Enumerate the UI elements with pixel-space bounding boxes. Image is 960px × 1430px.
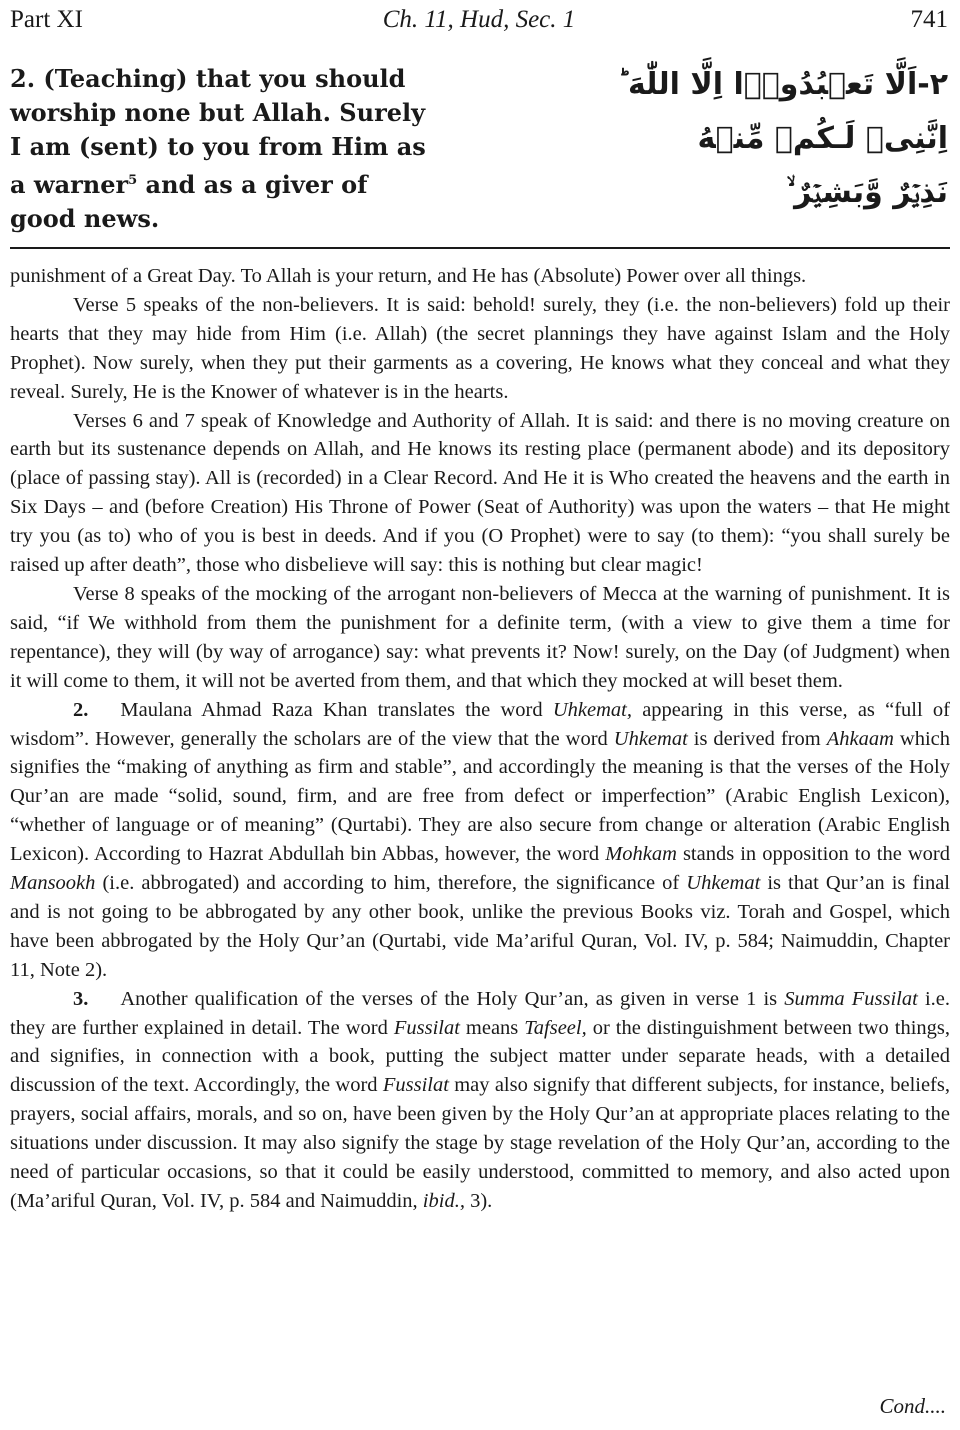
verse-translation: [10, 62, 430, 236]
term: Ahkaam: [826, 727, 894, 750]
commentary-paragraph: Verse 8 speaks of the mocking of the arrogant non-believers of Mecca at the warning of punishment. It is said, “if We withhold from them the punishment for a definite term, (with a view to give them a time for repentance), they will (by way of arrogance) say: what prevents it? Now! surely, on the Day (of Judgment) when it will come to them, it will not be averted from them, and that which they mocked at will beset them.: [10, 582, 950, 692]
page-header: [10, 4, 948, 36]
term: Tafseel,: [524, 1016, 587, 1039]
footnote-marker: 5: [128, 173, 138, 188]
arabic-line: ٢-اَلَّا تَعۡبُدُوۡۤا اِلَّا اللّٰهَ ؕ: [617, 67, 948, 102]
part-label: Part XI: [10, 6, 83, 33]
chapter-title: Ch. 11, Hud, Sec. 1: [382, 6, 576, 33]
term: Mohkam: [605, 843, 677, 866]
term: Uhkemat: [613, 727, 688, 750]
commentary-paragraph: punishment of a Great Day. To Allah is your return, and He has (Absolute) Power over all things.: [10, 265, 807, 287]
term: Mansookh: [10, 872, 96, 895]
note-2: 2. Maulana Ahmad Raza Khan translates the word Uhkemat, appearing in this verse, as “full of wisdom”. However, generally the scholars are of the view that the word Uhkemat is derived from Ahkaam which signifies the “making of anything as firm and stable”, and accordingly the meaning is that the verses of the Holy Qur’an are made “solid, sound, firm, and are free from defect or imperfection” (Arabic English Lexicon), “whether of language or of meaning” (Qurtabi). They are also secure from change or alteration (Arabic English Lexicon). According to Hazrat Abdullah bin Abbas, however, the word Mohkam stands in opposition to the word Mansookh (i.e. abbrogated) and according to him, therefore, the significance of Uhkemat is that Qur’an is final and is not going to be abbrogated by any other book, unlike the previous Books viz. Torah and Gospel, which have been abbrogated by the Holy Qur’an (Qurtabi, vide Ma’ariful Quran, Vol. IV, p. 584; Naimuddin, Chapter 11, Note 2).: [10, 698, 951, 981]
divider-rule: [10, 247, 950, 249]
term: Fussilat: [393, 1016, 460, 1039]
verse-text: (Teaching) that you should worship none but Allah. Surely I am (sent) to you from Him as a warner: [10, 64, 426, 199]
continued-label: Cond....: [879, 1394, 946, 1418]
term: Uhkemat: [686, 872, 761, 895]
commentary-paragraph: Verse 5 speaks of the non-believers. It is said: behold! surely, they (i.e. the non-believers) fold up their hearts that they may hide from Him (i.e. Allah) (the secret plannings they have against Islam and the Holy Prophet). Now surely, when they put their garments as a covering, He knows what they conceal and what they reveal. Surely, He is the Knower of whatever is in the hearts.: [10, 293, 950, 403]
page-number: 741: [910, 6, 948, 33]
arabic-line: نَذِيۡرٌ وَّبَشِيۡرٌ ۙ: [786, 175, 948, 210]
note-number: 2.: [73, 698, 89, 721]
commentary: [10, 262, 950, 1216]
verse-text-end: and as a giver of good news.: [10, 170, 368, 233]
commentary-paragraph: Verses 6 and 7 speak of Knowledge and Authority of Allah. It is said: and there is no moving creature on earth but its sustenance depends on Allah, and He knows its resting place (permanent abode) and its depository (place of passing stay). All is (recorded) in a Clear Record. And He it is Who created the heavens and the earth in Six Days – and (before Creation) His Throne of Power (Seat of Authority) was upon the waters – that He might try you (as to) who of you is best in deeds. And if you (O Prophet) were to say (to them): “you shall surely be raised up after death”, those who disbelieve will say: this is nothing but clear magic!: [10, 409, 950, 577]
note-number: 3.: [73, 987, 89, 1010]
term: Uhkemat,: [552, 698, 632, 721]
arabic-line: اِنَّنِىۡ لَـكُمۡ مِّنۡهُ: [697, 121, 948, 156]
verse-number: 2.: [10, 64, 36, 93]
term: ibid.,: [422, 1190, 465, 1212]
arabic-verse: [617, 58, 948, 220]
term: Summa Fussilat: [784, 987, 918, 1010]
term: Fussilat: [382, 1074, 449, 1097]
note-3: 3. Another qualification of the verses of the Holy Qur’an, as given in verse 1 is Summa Fussilat i.e. they are further explained in detail. The word Fussilat means Tafseel, or the distinguishment between two things, and signifies, in connection with a book, putting the subject matter under separate heads, with a detailed discussion of the text. Accordingly, the word Fussilat may also signify that different subjects, for instance, beliefs, prayers, social affairs, morals, and so on, have been given by the Holy Qur’an at appropriate places relating to the situations under discussion. It may also signify the stage by stage revelation of the Holy Qur’an, according to the need of particular occasions, so that it could be easily understood, committed to memory, and also acted upon (Ma’ariful Quran, Vol. IV, p. 584 and Naimuddin, ibid., 3).: [10, 987, 951, 1212]
